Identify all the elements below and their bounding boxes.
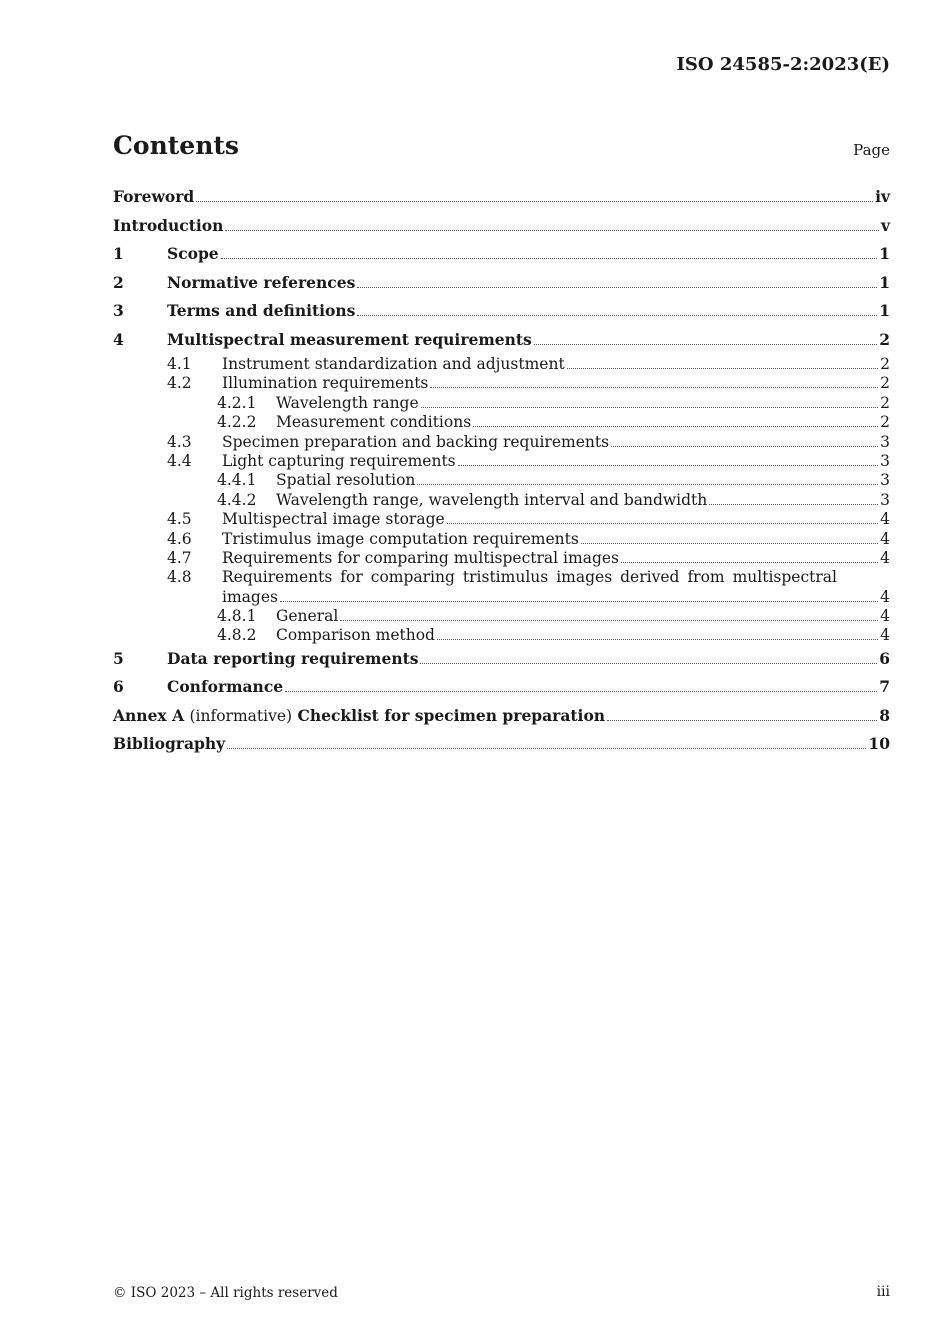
toc-page: 4 [880, 510, 890, 529]
toc-title-line-2: images [222, 587, 278, 606]
toc-number: 4.8.1 [217, 607, 257, 626]
dot-leader [420, 663, 877, 664]
toc-title: General [276, 607, 339, 626]
toc-entry-multispectral-measurement-requirements[interactable] [113, 327, 890, 356]
document-id: ISO 24585-2:2023(E) [676, 54, 890, 75]
dot-leader [225, 230, 879, 231]
toc-entry-normative-references[interactable] [113, 270, 890, 299]
annex-title: Checklist for specimen preparation [297, 705, 606, 725]
toc-page: 1 [879, 272, 890, 292]
toc-title: Conformance [167, 677, 284, 697]
toc-entry-data-reporting-requirements[interactable] [113, 646, 890, 675]
toc-page: 3 [880, 451, 890, 470]
toc-number: 4.7 [167, 548, 192, 567]
toc-number: 4.2.2 [217, 413, 257, 432]
toc-title: Spatial resolution [276, 471, 416, 490]
toc-entry-bibliography[interactable] [113, 731, 890, 760]
toc-title: Terms and definitions [167, 301, 356, 320]
copyright-notice: © ISO 2023 – All rights reserved [113, 1285, 338, 1301]
toc-title: Tristimulus image computation requirements [222, 529, 579, 548]
dot-leader [417, 484, 878, 485]
toc-entry-4-2-2[interactable] [113, 413, 890, 432]
toc-title: Measurement conditions [276, 413, 472, 432]
toc-number: 4.4 [167, 451, 192, 470]
toc-entry-conformance[interactable] [113, 674, 890, 703]
toc-number: 4.1 [167, 355, 192, 373]
toc-page: v [880, 215, 890, 235]
toc-page: 2 [880, 355, 890, 373]
toc-page: 4 [880, 626, 890, 645]
toc-entry-scope[interactable] [113, 241, 890, 270]
toc-entry-4-8-2[interactable] [113, 626, 890, 645]
toc-page: 4 [880, 587, 890, 606]
toc-entry-4-8-1[interactable] [113, 607, 890, 626]
toc-title: Instrument standardization and adjustment [222, 355, 565, 373]
page-number: iii [876, 1284, 890, 1300]
toc-page: 2 [880, 374, 890, 393]
toc-entry-4-2-1[interactable] [113, 394, 890, 413]
toc-number: 4.3 [167, 432, 192, 451]
dot-leader [280, 601, 878, 602]
toc-title: Multispectral image storage [222, 510, 445, 529]
dot-leader [567, 368, 878, 369]
toc-entry-4-5[interactable] [113, 510, 890, 529]
toc-entry-4-7[interactable] [113, 549, 890, 568]
toc-number: 3 [113, 301, 124, 320]
toc-number: 4.8.2 [217, 626, 257, 645]
toc-page: 2 [880, 413, 890, 432]
dot-leader [607, 720, 877, 721]
toc-number: 6 [113, 677, 124, 697]
toc-number: 4.6 [167, 529, 192, 548]
toc-page: iv [875, 187, 890, 206]
toc-page: 3 [880, 490, 890, 509]
toc-page: 7 [879, 677, 890, 697]
toc-page: 1 [879, 301, 890, 320]
toc-entry-4-4-1[interactable] [113, 471, 890, 490]
toc-page: 2 [880, 393, 890, 412]
toc-entry-annex-a[interactable] [113, 703, 890, 732]
dot-leader [581, 543, 878, 544]
page-column-label: Page [853, 141, 890, 159]
toc-page: 3 [880, 471, 890, 490]
toc-page: 1 [879, 244, 890, 263]
toc-entry-foreword[interactable] [113, 184, 890, 213]
annex-label: Annex A [113, 705, 185, 725]
toc-title: Multispectral measurement requirements [167, 329, 532, 349]
toc-number: 4.4.2 [217, 490, 257, 509]
toc-number: 2 [113, 272, 124, 292]
toc-number: 4.8 [167, 568, 192, 587]
dot-leader [430, 387, 878, 388]
toc-title: Comparison method [276, 626, 435, 645]
toc-page: 8 [879, 705, 890, 725]
toc-title: Normative references [167, 272, 356, 292]
toc-title: Scope [167, 244, 219, 263]
toc-number: 4.2.1 [217, 393, 257, 412]
dot-leader [357, 287, 877, 288]
toc-number: 5 [113, 648, 124, 668]
dot-leader [534, 344, 877, 345]
toc-title: Wavelength range [276, 393, 419, 412]
dot-leader [437, 639, 878, 640]
toc-entry-4-6[interactable] [113, 530, 890, 549]
toc-entry-4-4[interactable] [113, 452, 890, 471]
dot-leader [227, 748, 866, 749]
toc-page: 3 [880, 432, 890, 451]
annex-informative: (informative) [189, 706, 293, 725]
toc-page: 2 [879, 329, 890, 349]
toc-entry-4-1[interactable] [113, 355, 890, 374]
toc-entry-4-3[interactable] [113, 433, 890, 452]
toc-page: 6 [879, 648, 890, 668]
dot-leader [421, 407, 878, 408]
toc-title: Wavelength range, wavelength interval and bandwidth [276, 490, 708, 509]
toc-title-line-1: Requirements for comparing tristimulus images derived from multispectral [222, 568, 837, 587]
dot-leader [196, 201, 873, 202]
toc-page: 4 [880, 548, 890, 567]
toc-title: Requirements for comparing multispectral images [222, 548, 619, 567]
toc-entry-4-2[interactable] [113, 374, 890, 393]
dot-leader [709, 504, 878, 505]
table-of-contents [113, 184, 890, 760]
toc-entry-4-8[interactable] [113, 568, 890, 607]
toc-title: Bibliography [113, 734, 226, 754]
toc-title: Specimen preparation and backing requirements [222, 432, 610, 451]
dot-leader [473, 426, 878, 427]
dot-leader [611, 446, 878, 447]
toc-title: Data reporting requirements [167, 648, 419, 668]
dot-leader [621, 562, 878, 563]
toc-title [113, 706, 605, 727]
dot-leader [357, 315, 877, 316]
toc-number: 4.4.1 [217, 471, 257, 490]
toc-title: Illumination requirements [222, 374, 429, 393]
toc-number: 1 [113, 244, 124, 263]
dot-leader [458, 465, 878, 466]
dot-leader [285, 691, 877, 692]
toc-number: 4 [113, 329, 124, 349]
toc-number: 4.2 [167, 374, 192, 393]
toc-page: 10 [868, 734, 890, 754]
toc-title: Light capturing requirements [222, 451, 456, 470]
toc-entry-terms-and-definitions[interactable] [113, 298, 890, 327]
toc-title: Introduction [113, 215, 224, 235]
toc-entry-4-4-2[interactable] [113, 491, 890, 510]
dot-leader [447, 523, 878, 524]
toc-number: 4.5 [167, 510, 192, 529]
toc-page: 4 [880, 607, 890, 626]
dot-leader [340, 620, 878, 621]
dot-leader [221, 258, 878, 259]
toc-page: 4 [880, 529, 890, 548]
page-title: Contents [113, 131, 240, 160]
toc-title: Foreword [113, 187, 195, 206]
toc-entry-introduction[interactable] [113, 213, 890, 242]
